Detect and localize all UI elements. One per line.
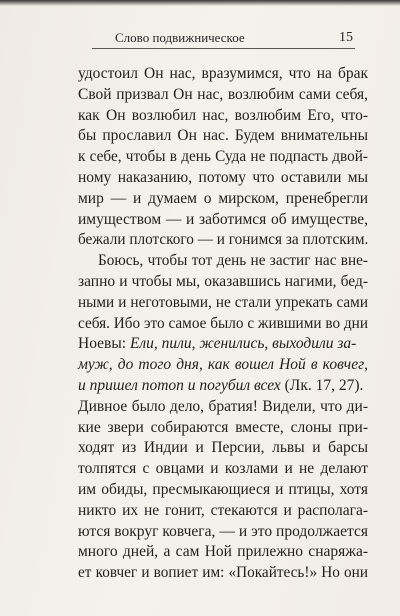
page-header — [115, 30, 353, 54]
header-rule — [92, 48, 355, 49]
text-line: ными и неготовыми, не стали упрекать сами — [78, 293, 368, 311]
scripture-quote-line: муж, до того дня, как вошел Ной в ковчег, — [78, 356, 368, 374]
scripture-reference: (Лк. 17, 27). — [280, 376, 364, 394]
text-line: Дивное было дело, братия! Видели, что ди- — [78, 397, 368, 415]
text-line: как Он возлюбил нас, возлюбим Его, что- — [78, 106, 368, 124]
text-line: себя. Ибо это самое было с жившими во дни — [78, 314, 368, 332]
paragraph-first-line: Боюсь, чтобы тот день не застиг нас вне- — [98, 252, 368, 270]
text-line: удостоил Он нас, вразумимся, что на брак — [78, 65, 368, 82]
text-run: Ноевы: — [78, 335, 130, 353]
text-line: Свой призвал Он нас, возлюбим сами себя, — [78, 85, 368, 103]
page-number: 15 — [339, 30, 353, 45]
running-title: Слово подвижническое — [115, 30, 245, 45]
text-line — [78, 334, 368, 355]
text-line: много дней, а сам Ной прилежно снаряжа- — [78, 543, 368, 561]
text-line: ет ковчег и вопиет им: «Покайтесь!» Но они — [78, 564, 368, 582]
body-text — [78, 64, 368, 584]
text-line: мир — и думаем о мирском, пренебрегли — [78, 189, 368, 207]
text-line: запно и чтобы мы, оказавшись нагими, бед- — [78, 272, 368, 290]
text-line: ному наказанию, потому что оставили мы — [78, 168, 368, 186]
scripture-quote: Ели, пили, женились, выходили за- — [129, 335, 357, 353]
text-line: ются вокруг ковчега, — и это продолжается — [78, 522, 368, 540]
text-line: имуществом — и заботимся об имуществе, — [78, 210, 368, 228]
scripture-quote: и пришел потоп и погубил всех — [78, 376, 281, 394]
text-line: к себе, чтобы в день Суда не подпасть двой- — [78, 148, 368, 166]
text-line: ходят из Индии и Персии, львы и барсы — [78, 439, 368, 457]
text-line: кие звери собираются вместе, слоны при- — [78, 418, 368, 436]
text-line: толпятся с овцами и козлами и не делают — [78, 460, 368, 478]
text-line: никто их не гонит, стекаются и располага- — [78, 501, 368, 519]
text-line — [78, 376, 368, 397]
text-line: бы прославил Он нас. Будем внимательны — [78, 127, 368, 145]
text-line: им обиды, пресмыкающиеся и птицы, хотя — [78, 480, 368, 498]
page-edge-shadow — [0, 0, 400, 6]
text-line: бежали плотского — и гонимся за плотским. — [78, 231, 369, 249]
